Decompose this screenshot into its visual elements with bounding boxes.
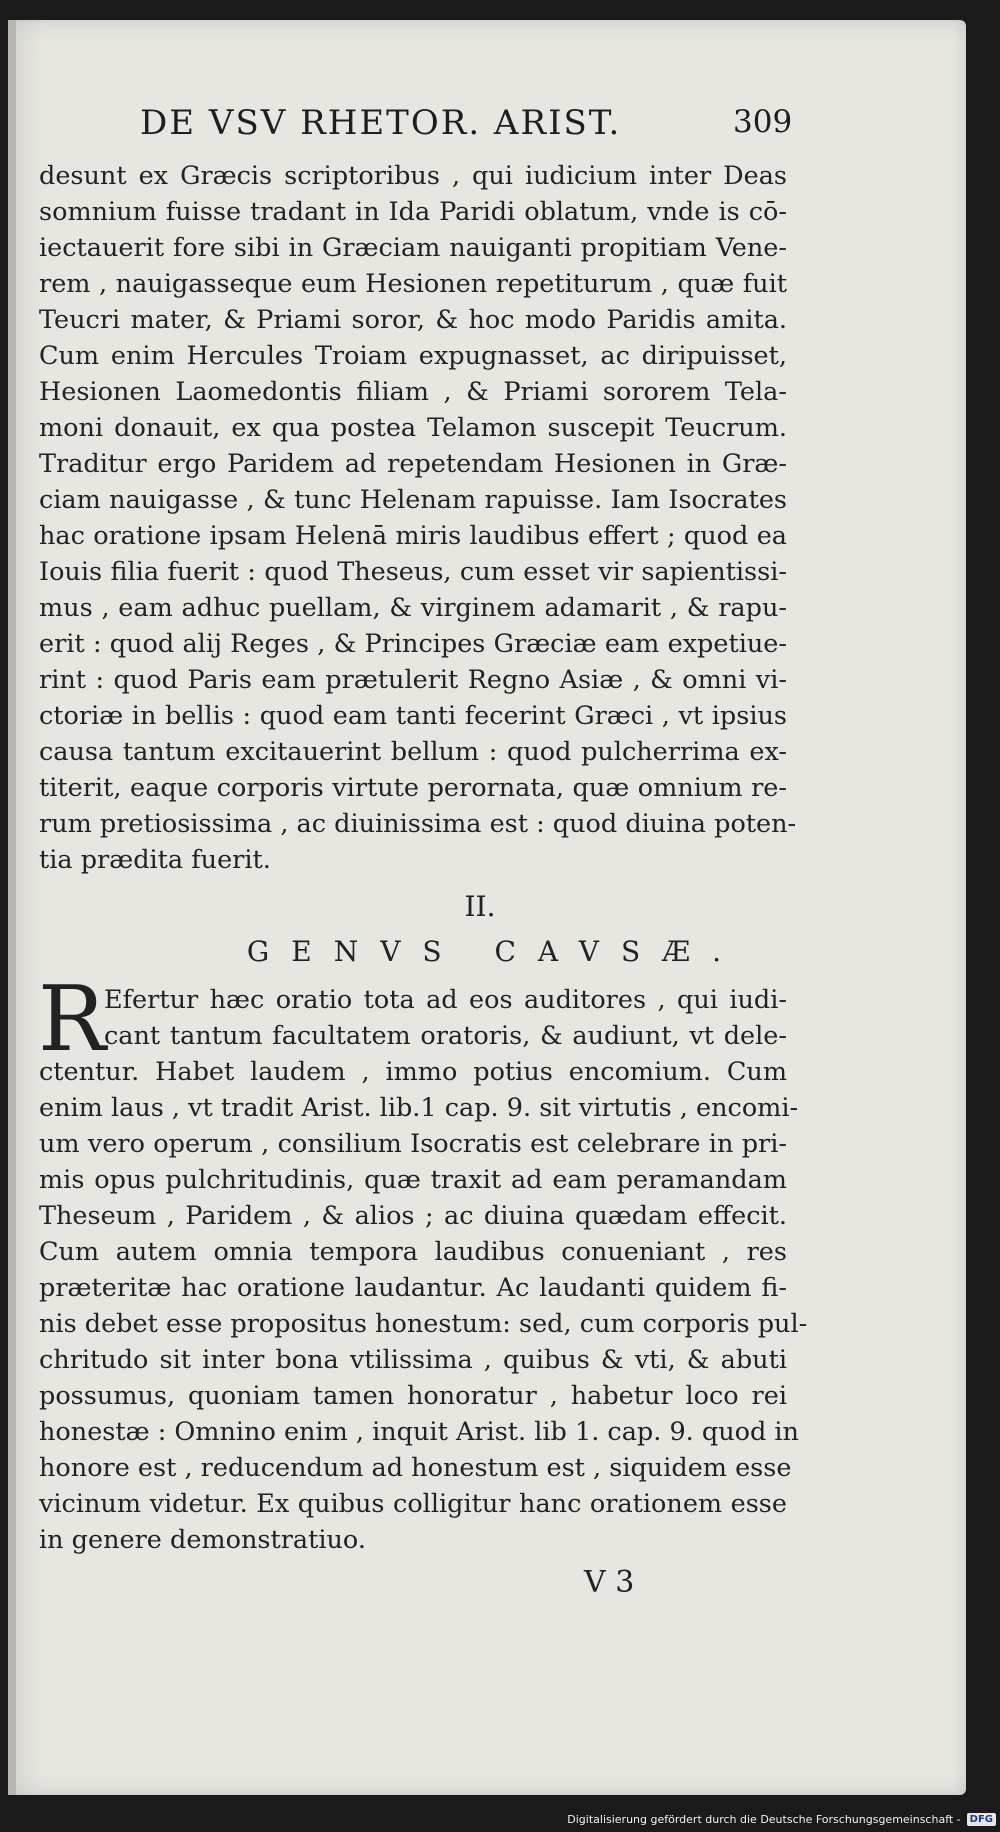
body-line: moni donauit, ex qua postea Telamon suscepit Teucrum. xyxy=(39,413,787,443)
signature-mark: V 3 xyxy=(584,1565,635,1600)
body-line: ctoriæ in bellis : quod eam tanti fecerint Græci , vt ipsius xyxy=(39,701,787,731)
section-line: possumus, quoniam tamen honoratur , habetur loco rei xyxy=(39,1381,787,1411)
body-line: tia prædita fuerit. xyxy=(39,845,271,875)
body-line: Teucri mater, & Priami soror, & hoc modo Paridis amita. xyxy=(39,305,787,335)
section-line: Efertur hæc oratio tota ad eos auditores , qui iudi- xyxy=(104,985,787,1015)
body-line: Iouis filia fuerit : quod Theseus, cum esset vir sapientissi- xyxy=(39,557,787,587)
body-line: causa tantum excitauerint bellum : quod pulcherrima ex- xyxy=(39,737,787,767)
body-line: desunt ex Græcis scriptoribus , qui iudicium inter Deas xyxy=(39,161,787,191)
page-number: 309 xyxy=(733,104,793,140)
body-line: mus , eam adhuc puellam, & virginem adamarit , & rapu- xyxy=(39,593,787,623)
section-line: honestæ : Omnino enim , inquit Arist. lib 1. cap. 9. quod in xyxy=(39,1417,799,1447)
section-line: mis opus pulchritudinis, quæ traxit ad eam peramandam xyxy=(39,1165,787,1195)
body-line: titerit, eaque corporis virtute perornata, quæ omnium re- xyxy=(39,773,787,803)
section-line: præteritæ hac oratione laudantur. Ac laudanti quidem fi- xyxy=(39,1273,787,1303)
body-line: ciam nauigasse , & tunc Helenam rapuisse. Iam Isocrates xyxy=(39,485,787,515)
section-line: honore est , reducendum ad honestum est , siquidem esse xyxy=(39,1453,792,1483)
section-line: nis debet esse propositus honestum: sed, cum corporis pul- xyxy=(39,1309,808,1339)
body-line: Traditur ergo Paridem ad repetendam Hesionen in Græ- xyxy=(39,449,787,479)
section-line: Cum autem omnia tempora laudibus conueniant , res xyxy=(39,1237,787,1267)
drop-capital: R xyxy=(38,967,106,1072)
body-line: hac oratione ipsam Helenā miris laudibus effert ; quod ea xyxy=(39,521,787,551)
section-line: um vero operum , consilium Isocratis est celebrare in pri- xyxy=(39,1129,787,1159)
section-line: cant tantum facultatem oratoris, & audiunt, vt dele- xyxy=(104,1021,787,1051)
section-line: vicinum videtur. Ex quibus colligitur hanc orationem esse xyxy=(39,1489,787,1519)
body-line: rem , nauigasseque eum Hesionen repetiturum , quæ fuit xyxy=(39,269,787,299)
body-line: Hesionen Laomedontis filiam , & Priami sororem Tela- xyxy=(39,377,787,407)
section-title: GENVS CAVSÆ. xyxy=(246,935,744,968)
section-line: ctentur. Habet laudem , immo potius encomium. Cum xyxy=(39,1057,787,1087)
digitization-credit xyxy=(567,1813,996,1826)
section-line: Theseum , Paridem , & alios ; ac diuina quædam effecit. xyxy=(39,1201,787,1231)
section-number: II. xyxy=(464,890,496,923)
body-line: somnium fuisse tradant in Ida Paridi oblatum, vnde is cō- xyxy=(39,197,787,227)
section-line: chritudo sit inter bona vtilissima , quibus & vti, & abuti xyxy=(39,1345,787,1375)
body-line: iectauerit fore sibi in Græciam nauiganti propitiam Vene- xyxy=(39,233,787,263)
body-line: rint : quod Paris eam prætulerit Regno Asiæ , & omni vi- xyxy=(39,665,787,695)
running-title: DE VSV RHETOR. ARIST. xyxy=(140,103,622,143)
section-line: in genere demonstratiuo. xyxy=(39,1525,366,1555)
dfg-logo-icon: DFG xyxy=(967,1813,996,1826)
credit-text: Digitalisierung gefördert durch die Deutsche Forschungsgemeinschaft - xyxy=(567,1813,961,1826)
body-line: Cum enim Hercules Troiam expugnasset, ac diripuisset, xyxy=(39,341,787,371)
body-line: erit : quod alij Reges , & Principes Græciæ eam expetiue- xyxy=(39,629,787,659)
section-line: enim laus , vt tradit Arist. lib.1 cap. 9. sit virtutis , encomi- xyxy=(39,1093,799,1123)
body-line: rum pretiosissima , ac diuinissima est : quod diuina poten- xyxy=(39,809,797,839)
